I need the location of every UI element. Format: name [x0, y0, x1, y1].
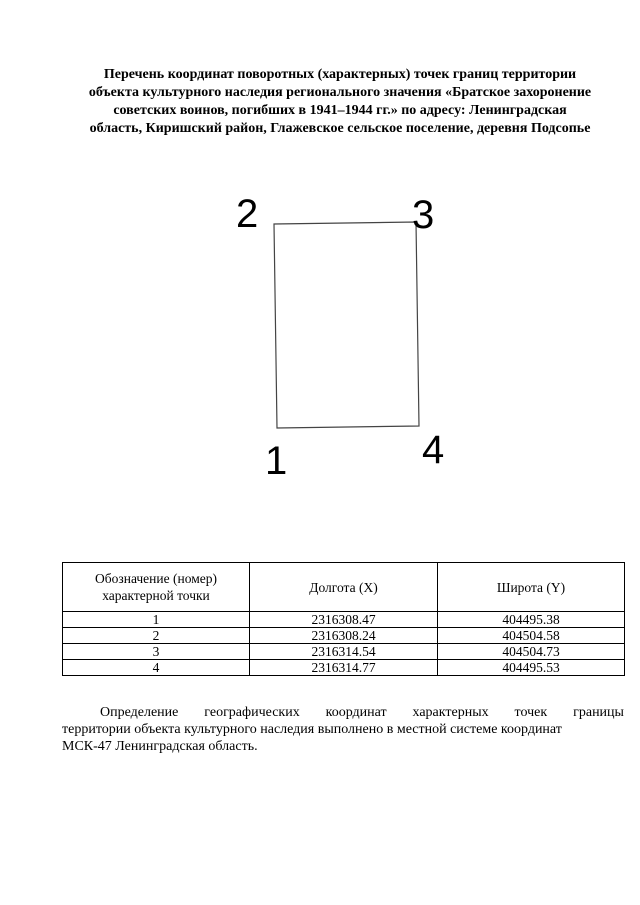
- header-longitude: Долгота (X): [250, 563, 438, 612]
- point-label-3: 3: [412, 193, 435, 237]
- table-row: [63, 612, 625, 628]
- point-label-1: 1: [265, 439, 288, 480]
- cell-point-number: 2: [63, 628, 250, 644]
- point-label-2: 2: [236, 192, 259, 236]
- title-line: советских воинов, погибших в 1941–1944 гг.» по адресу: Ленинградская: [113, 103, 567, 118]
- cell-point-number: 1: [63, 612, 250, 628]
- document-title: [60, 66, 620, 138]
- coordinate-system-note: [62, 704, 624, 755]
- note-line: территории объекта культурного наследия выполнено в местной системе координат: [62, 722, 562, 737]
- cell-latitude: 404495.38: [438, 612, 625, 628]
- point-label-4: 4: [422, 428, 445, 472]
- cell-latitude: 404504.73: [438, 644, 625, 660]
- cell-longitude: 2316308.24: [250, 628, 438, 644]
- header-point-number: Обозначение (номер) характерной точки: [63, 563, 250, 612]
- note-line: [62, 704, 624, 721]
- cell-latitude: 404495.53: [438, 660, 625, 676]
- coordinates-table: [62, 562, 625, 676]
- note-word: границы: [573, 705, 624, 720]
- table-row: [63, 644, 625, 660]
- note-word: координат: [325, 705, 387, 720]
- note-word: характерных: [412, 705, 489, 720]
- cell-point-number: 4: [63, 660, 250, 676]
- header-latitude: Широта (Y): [438, 563, 625, 612]
- table-row: [63, 628, 625, 644]
- cell-longitude: 2316314.54: [250, 644, 438, 660]
- cell-longitude: 2316314.77: [250, 660, 438, 676]
- note-word: географических: [204, 705, 300, 720]
- boundary-polygon: [274, 222, 419, 428]
- note-word: Определение: [100, 705, 179, 720]
- table-row: [63, 660, 625, 676]
- title-line: Перечень координат поворотных (характерных) точек границ территории: [103, 67, 577, 82]
- boundary-scheme: [200, 180, 480, 480]
- title-line: объекта культурного наследия регионального значения «Братское захоронение: [88, 85, 592, 100]
- cell-latitude: 404504.58: [438, 628, 625, 644]
- title-line: область, Киришский район, Глажевское сельское поселение, деревня Подсопье: [89, 121, 591, 136]
- boundary-scheme-svg: [200, 180, 480, 480]
- table-header-row: [63, 563, 625, 612]
- note-word: точек: [514, 705, 548, 720]
- cell-point-number: 3: [63, 644, 250, 660]
- cell-longitude: 2316308.47: [250, 612, 438, 628]
- note-line: МСК-47 Ленинградская область.: [62, 739, 258, 754]
